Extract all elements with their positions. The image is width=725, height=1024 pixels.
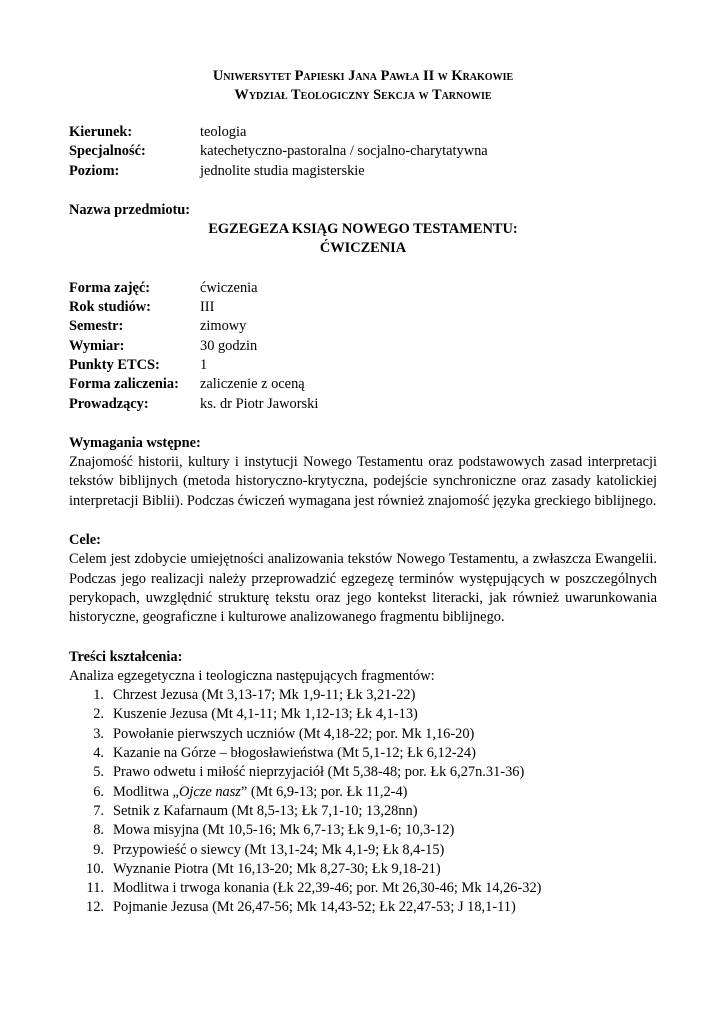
- item-number: 3.: [93, 725, 104, 742]
- list-item: [69, 860, 657, 879]
- item-text: Pojmanie Jezusa (Mt 26,47-56; Mk 14,43-52; Łk 22,47-53; J 18,1-11): [113, 899, 516, 916]
- field-value: ks. dr Piotr Jaworski: [200, 395, 319, 412]
- field-forma-zajec: [69, 279, 657, 298]
- list-item: [69, 686, 657, 705]
- subject-block: [69, 201, 657, 259]
- list-item: [69, 725, 657, 744]
- field-value: 30 godzin: [200, 337, 258, 354]
- item-number: 2.: [93, 706, 104, 723]
- item-text-pre: Modlitwa „: [113, 783, 179, 800]
- field-prowadzacy: [69, 395, 657, 414]
- field-value: katechetyczno-pastoralna / socjalno-charytatywna: [200, 143, 488, 160]
- field-label: Forma zajęć:: [69, 279, 151, 296]
- item-number: 11.: [86, 880, 104, 897]
- field-semestr: [69, 317, 657, 336]
- item-text: Modlitwa i trwoga konania (Łk 22,39-46; por. Mt 26,30-46; Mk 14,26-32): [113, 880, 542, 897]
- document-page: [69, 67, 657, 918]
- item-text: Chrzest Jezusa (Mt 3,13-17; Mk 1,9-11; Łk 3,21-22): [113, 687, 416, 704]
- list-item: [69, 783, 657, 802]
- content-intro: Analiza egzegetyczna i teologiczna następujących fragmentów:: [69, 667, 435, 684]
- field-label: Prowadzący:: [69, 395, 149, 412]
- list-item: [69, 763, 657, 782]
- requirements-text: Znajomość historii, kultury i instytucji Nowego Testamentu oraz podstawowych zasad interpretacji tekstów biblijnych (metoda historyczno-krytyczna, podejście synchroniczne oraz zasady katolickiej interpretacji Biblii). Podczas ćwiczeń wymagana jest również znajomość języka greckiego biblijnego.: [69, 454, 657, 509]
- item-number: 10.: [86, 860, 104, 877]
- subject-title-line2: ĆWICZENIA: [319, 240, 407, 257]
- list-item: [69, 841, 657, 860]
- list-item: [69, 821, 657, 840]
- requirements-section: [69, 434, 657, 511]
- item-text: Przypowieść o siewcy (Mt 13,1-24; Mk 4,1-9; Łk 8,4-15): [113, 841, 445, 858]
- item-text-post: ” (Mt 6,9-13; por. Łk 11,2-4): [240, 783, 408, 800]
- field-label: Semestr:: [69, 318, 124, 335]
- item-number: 1.: [93, 687, 104, 704]
- list-item: [69, 879, 657, 898]
- item-number: 9.: [93, 841, 104, 858]
- list-item: [69, 705, 657, 724]
- field-value: jednolite studia magisterskie: [200, 162, 365, 179]
- list-item: [69, 744, 657, 763]
- program-info: [69, 123, 657, 181]
- university-name: Uniwersytet Papieski Jana Pawła II w Krakowie: [212, 68, 514, 84]
- item-number: 4.: [93, 745, 104, 762]
- subject-title-line1: EGZEGEZA KSIĄG NOWEGO TESTAMENTU:: [208, 221, 518, 238]
- field-value: III: [200, 299, 215, 316]
- list-item: [69, 898, 657, 917]
- field-label: Forma zaliczenia:: [69, 376, 179, 393]
- field-kierunek: [69, 123, 657, 142]
- list-item: [69, 802, 657, 821]
- field-label: Punkty ETCS:: [69, 356, 160, 373]
- content-list: [69, 686, 657, 918]
- field-label: Specjalność:: [69, 143, 146, 160]
- field-value: zimowy: [200, 318, 247, 335]
- item-text: Setnik z Kafarnaum (Mt 8,5-13; Łk 7,1-10; 13,28nn): [113, 802, 418, 819]
- field-poziom: [69, 162, 657, 181]
- field-specjalnosc: [69, 142, 657, 161]
- item-text: Prawo odwetu i miłość nieprzyjaciół (Mt 5,38-48; por. Łk 6,27n.31-36): [113, 764, 525, 781]
- field-punkty-etcs: [69, 356, 657, 375]
- item-text: Kazanie na Górze – błogosławieństwa (Mt 5,1-12; Łk 6,12-24): [113, 745, 476, 762]
- item-text: Kuszenie Jezusa (Mt 4,1-11; Mk 1,12-13; Łk 4,1-13): [113, 706, 418, 723]
- faculty-name: Wydział Teologiczny Sekcja w Tarnowie: [234, 87, 492, 103]
- item-text: Wyznanie Piotra (Mt 16,13-20; Mk 8,27-30; Łk 9,18-21): [113, 860, 441, 877]
- item-text: Mowa misyjna (Mt 10,5-16; Mk 6,7-13; Łk 9,1-6; 10,3-12): [113, 822, 455, 839]
- content-title: Treści kształcenia:: [69, 648, 183, 665]
- field-rok-studiow: [69, 298, 657, 317]
- field-value: ćwiczenia: [200, 279, 258, 296]
- item-text: Powołanie pierwszych uczniów (Mt 4,18-22; por. Mk 1,16-20): [113, 725, 475, 742]
- field-label: Wymiar:: [69, 337, 125, 354]
- field-forma-zaliczenia: [69, 375, 657, 394]
- item-number: 12.: [86, 899, 104, 916]
- field-value: zaliczenie z oceną: [200, 376, 305, 393]
- item-number: 7.: [93, 802, 104, 819]
- field-value: 1: [200, 356, 208, 373]
- field-value: teologia: [200, 124, 247, 140]
- goals-text: Celem jest zdobycie umiejętności analizowania tekstów Nowego Testamentu, a zwłaszcza Ewangelii. Podczas jego realizacji należy przeprowadzić egzegezę terminów występujących w poszczególnych perykopach, uwzględnić strukturę tekstu oraz jego kontekst literacki, jak również uwarunkowania historyczne, geograficzne i kulturowe analizowanego fragmentu biblijnego.: [69, 551, 657, 626]
- field-label: Poziom:: [69, 162, 120, 179]
- course-info: [69, 279, 657, 414]
- item-text-italic: Ojcze nasz: [178, 783, 241, 800]
- subject-label: Nazwa przedmiotu:: [69, 201, 191, 218]
- item-number: 8.: [93, 822, 104, 839]
- item-number: 6.: [93, 783, 104, 800]
- goals-section: [69, 531, 657, 627]
- requirements-title: Wymagania wstępne:: [69, 434, 201, 451]
- field-label: Rok studiów:: [69, 299, 151, 316]
- field-label: Kierunek:: [69, 124, 133, 140]
- field-wymiar: [69, 337, 657, 356]
- item-number: 5.: [93, 764, 104, 781]
- content-section: [69, 648, 657, 918]
- goals-title: Cele:: [69, 532, 101, 549]
- item-text: [113, 783, 657, 802]
